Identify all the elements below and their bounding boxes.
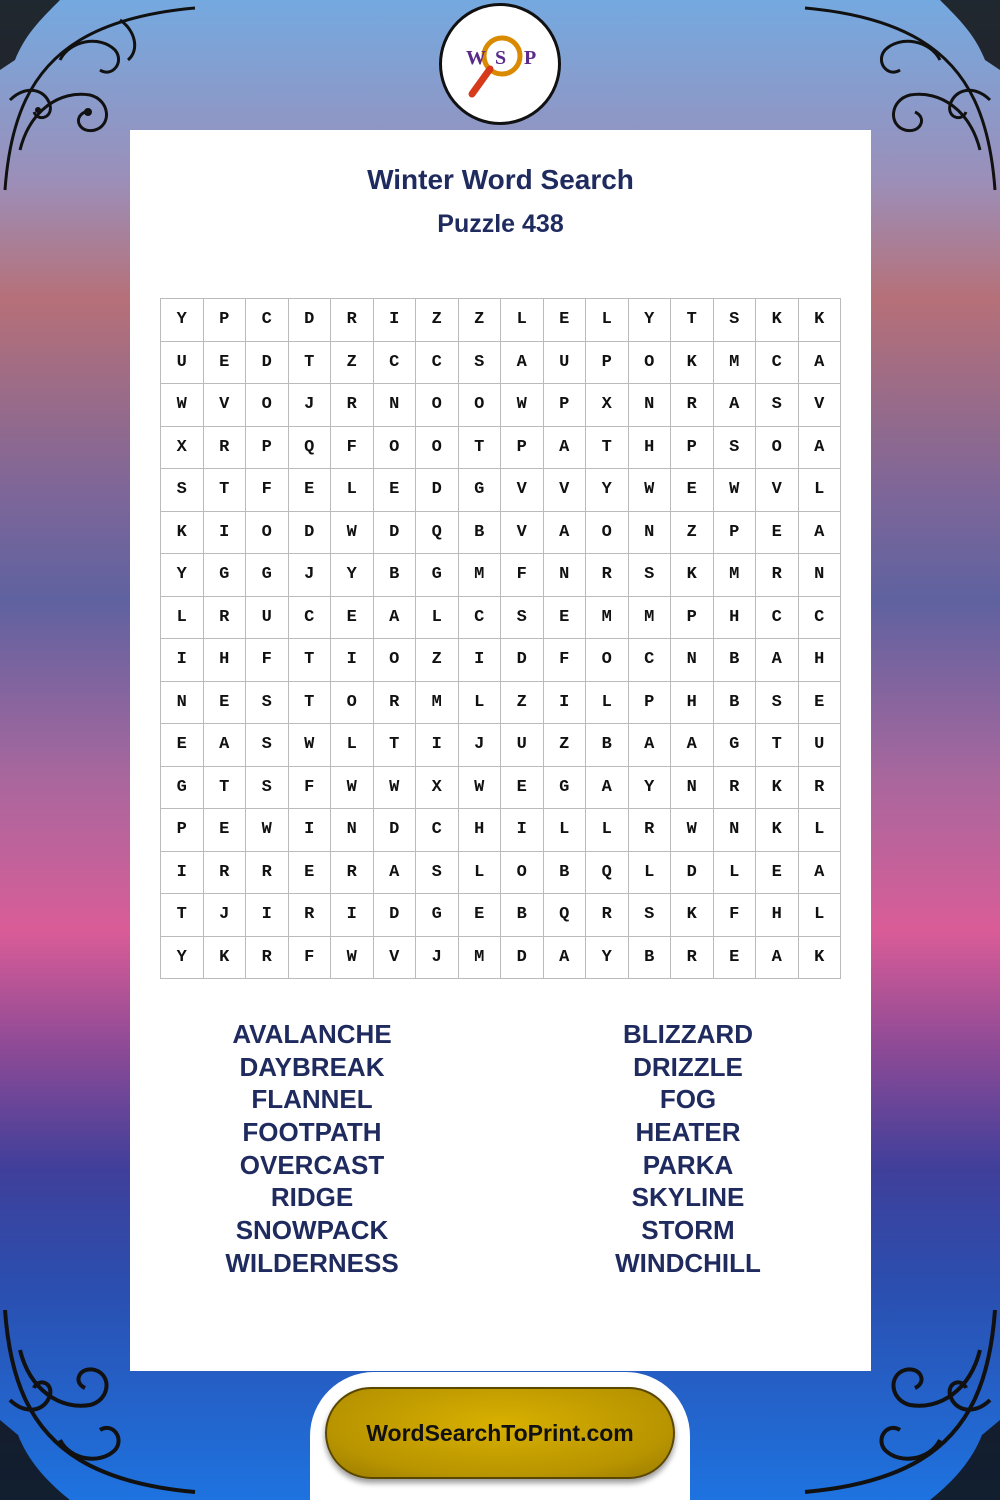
grid-cell[interactable]: S <box>246 724 289 767</box>
grid-cell[interactable]: H <box>799 639 842 682</box>
grid-cell[interactable]: V <box>799 384 842 427</box>
grid-cell[interactable]: O <box>586 512 629 555</box>
grid-cell[interactable]: P <box>671 597 714 640</box>
grid-cell[interactable]: L <box>799 469 842 512</box>
grid-cell[interactable]: I <box>246 894 289 937</box>
grid-cell[interactable]: T <box>459 427 502 470</box>
grid-cell[interactable]: S <box>714 299 757 342</box>
grid-cell[interactable]: W <box>374 767 417 810</box>
grid-cell[interactable]: F <box>501 554 544 597</box>
grid-cell[interactable]: P <box>204 299 247 342</box>
grid-cell[interactable]: W <box>161 384 204 427</box>
grid-cell[interactable]: O <box>374 639 417 682</box>
grid-cell[interactable]: U <box>501 724 544 767</box>
grid-cell[interactable]: L <box>629 852 672 895</box>
grid-cell[interactable]: R <box>586 554 629 597</box>
grid-cell[interactable]: K <box>799 937 842 980</box>
grid-cell[interactable]: S <box>161 469 204 512</box>
grid-cell[interactable]: M <box>714 554 757 597</box>
grid-cell[interactable]: Y <box>161 554 204 597</box>
grid-cell[interactable]: W <box>671 809 714 852</box>
website-link-button[interactable]: WordSearchToPrint.com <box>325 1387 675 1479</box>
grid-cell[interactable]: E <box>714 937 757 980</box>
grid-cell[interactable]: F <box>289 937 332 980</box>
grid-cell[interactable]: A <box>374 597 417 640</box>
grid-cell[interactable]: Z <box>416 299 459 342</box>
grid-cell[interactable]: V <box>204 384 247 427</box>
grid-cell[interactable]: O <box>331 682 374 725</box>
grid-cell[interactable]: C <box>629 639 672 682</box>
grid-cell[interactable]: D <box>501 937 544 980</box>
grid-cell[interactable]: K <box>799 299 842 342</box>
grid-cell[interactable]: W <box>459 767 502 810</box>
grid-cell[interactable]: I <box>289 809 332 852</box>
grid-cell[interactable]: I <box>331 639 374 682</box>
grid-cell[interactable]: A <box>544 427 587 470</box>
grid-cell[interactable]: E <box>331 597 374 640</box>
grid-cell[interactable]: W <box>331 937 374 980</box>
grid-cell[interactable]: Y <box>161 299 204 342</box>
grid-cell[interactable]: D <box>246 342 289 385</box>
grid-cell[interactable]: V <box>501 512 544 555</box>
grid-cell[interactable]: L <box>586 809 629 852</box>
grid-cell[interactable]: B <box>459 512 502 555</box>
grid-cell[interactable]: V <box>374 937 417 980</box>
grid-cell[interactable]: A <box>374 852 417 895</box>
grid-cell[interactable]: Q <box>586 852 629 895</box>
grid-cell[interactable]: W <box>289 724 332 767</box>
grid-cell[interactable]: C <box>289 597 332 640</box>
grid-cell[interactable]: R <box>629 809 672 852</box>
grid-cell[interactable]: C <box>416 342 459 385</box>
word-item: DAYBREAK <box>239 1051 385 1082</box>
word-item: AVALANCHE <box>232 1019 392 1049</box>
logo-letter-w: W <box>466 47 486 69</box>
grid-cell[interactable]: K <box>756 299 799 342</box>
grid-cell[interactable]: O <box>501 852 544 895</box>
grid-cell[interactable]: H <box>204 639 247 682</box>
grid-cell[interactable]: Q <box>544 894 587 937</box>
word-item: FOOTPATH <box>242 1117 382 1148</box>
grid-cell[interactable]: I <box>459 639 502 682</box>
grid-cell[interactable]: S <box>246 682 289 725</box>
grid-cell[interactable]: R <box>331 384 374 427</box>
grid-cell[interactable]: X <box>586 384 629 427</box>
grid-cell[interactable]: S <box>756 682 799 725</box>
grid-cell[interactable]: C <box>459 597 502 640</box>
word-item: FOG <box>659 1084 717 1115</box>
word-item: FLANNEL <box>251 1084 373 1115</box>
grid-cell[interactable]: D <box>289 299 332 342</box>
grid-cell[interactable]: S <box>459 342 502 385</box>
grid-cell[interactable]: W <box>629 469 672 512</box>
grid-cell[interactable]: L <box>586 682 629 725</box>
grid-cell[interactable]: R <box>714 767 757 810</box>
grid-cell[interactable]: T <box>756 724 799 767</box>
word-item: PARKA <box>642 1149 734 1180</box>
grid-cell[interactable]: L <box>331 469 374 512</box>
grid-cell[interactable]: E <box>289 469 332 512</box>
grid-cell[interactable]: J <box>459 724 502 767</box>
grid-cell[interactable]: R <box>671 384 714 427</box>
grid-cell[interactable]: N <box>374 384 417 427</box>
grid-cell[interactable]: P <box>501 427 544 470</box>
grid-cell[interactable]: L <box>331 724 374 767</box>
grid-cell[interactable]: P <box>246 427 289 470</box>
grid-cell[interactable]: J <box>204 894 247 937</box>
grid-cell[interactable]: T <box>161 894 204 937</box>
grid-cell[interactable]: T <box>204 469 247 512</box>
grid-cell[interactable]: L <box>459 852 502 895</box>
grid-cell[interactable]: R <box>756 554 799 597</box>
grid-cell[interactable]: E <box>204 682 247 725</box>
grid-cell[interactable]: D <box>289 512 332 555</box>
grid-cell[interactable]: E <box>671 469 714 512</box>
grid-cell[interactable]: W <box>246 809 289 852</box>
grid-cell[interactable]: N <box>671 639 714 682</box>
grid-cell[interactable]: T <box>374 724 417 767</box>
grid-cell[interactable]: E <box>544 299 587 342</box>
grid-cell[interactable]: O <box>756 427 799 470</box>
grid-cell[interactable]: B <box>714 639 757 682</box>
grid-cell[interactable]: E <box>799 682 842 725</box>
grid-cell[interactable]: I <box>501 809 544 852</box>
grid-cell[interactable]: O <box>246 512 289 555</box>
puzzle-panel <box>130 130 871 1371</box>
grid-cell[interactable]: R <box>289 894 332 937</box>
grid-cell[interactable]: A <box>799 427 842 470</box>
grid-cell[interactable]: E <box>204 342 247 385</box>
grid-cell[interactable]: T <box>289 639 332 682</box>
grid-cell[interactable]: F <box>246 639 289 682</box>
grid-cell[interactable]: B <box>629 937 672 980</box>
grid-cell[interactable]: F <box>246 469 289 512</box>
grid-cell[interactable]: L <box>799 894 842 937</box>
grid-cell[interactable]: G <box>459 469 502 512</box>
grid-cell[interactable]: D <box>374 894 417 937</box>
grid-cell[interactable]: F <box>544 639 587 682</box>
grid-cell[interactable]: C <box>246 299 289 342</box>
grid-cell[interactable]: R <box>246 852 289 895</box>
word-item: HEATER <box>635 1117 741 1148</box>
word-list-right-column <box>538 1018 838 1280</box>
grid-cell[interactable]: Y <box>629 767 672 810</box>
grid-cell[interactable]: T <box>204 767 247 810</box>
grid-cell[interactable]: Y <box>161 937 204 980</box>
grid-cell[interactable]: D <box>374 809 417 852</box>
word-item: SNOWPACK <box>235 1215 389 1246</box>
grid-cell[interactable]: M <box>459 554 502 597</box>
word-list-left-column <box>162 1018 462 1280</box>
grid-cell[interactable]: H <box>756 894 799 937</box>
magnifier-logo-icon <box>450 14 550 114</box>
grid-cell[interactable]: C <box>374 342 417 385</box>
grid-cell[interactable]: D <box>416 469 459 512</box>
grid-cell[interactable]: F <box>331 427 374 470</box>
logo-letter-p: P <box>524 47 537 69</box>
grid-cell[interactable]: S <box>756 384 799 427</box>
grid-cell[interactable]: I <box>161 852 204 895</box>
word-item: WILDERNESS <box>225 1247 399 1278</box>
grid-cell[interactable]: D <box>501 639 544 682</box>
grid-cell[interactable]: X <box>161 427 204 470</box>
grid-cell[interactable]: E <box>204 809 247 852</box>
grid-cell[interactable]: O <box>459 384 502 427</box>
grid-cell[interactable]: R <box>246 937 289 980</box>
grid-cell[interactable]: M <box>629 597 672 640</box>
grid-cell[interactable]: L <box>459 682 502 725</box>
grid-cell[interactable]: Y <box>586 469 629 512</box>
grid-cell[interactable]: C <box>799 597 842 640</box>
grid-cell[interactable]: E <box>544 597 587 640</box>
grid-cell[interactable]: D <box>671 852 714 895</box>
grid-cell[interactable]: R <box>331 299 374 342</box>
grid-cell[interactable]: R <box>331 852 374 895</box>
grid-cell[interactable]: S <box>246 767 289 810</box>
grid-cell[interactable]: E <box>459 894 502 937</box>
grid-cell[interactable]: E <box>501 767 544 810</box>
grid-cell[interactable]: L <box>714 852 757 895</box>
word-item: RIDGE <box>270 1182 354 1213</box>
grid-cell[interactable]: G <box>714 724 757 767</box>
grid-cell[interactable]: F <box>289 767 332 810</box>
grid-cell[interactable]: A <box>756 639 799 682</box>
grid-cell[interactable]: A <box>799 342 842 385</box>
grid-cell[interactable]: W <box>714 469 757 512</box>
grid-cell[interactable]: S <box>714 427 757 470</box>
word-item: WINDCHILL <box>615 1247 761 1278</box>
grid-cell[interactable]: A <box>799 512 842 555</box>
grid-cell[interactable]: Z <box>331 342 374 385</box>
grid-cell[interactable]: K <box>671 554 714 597</box>
grid-cell[interactable]: P <box>671 427 714 470</box>
grid-cell[interactable]: I <box>161 639 204 682</box>
grid-cell[interactable]: H <box>671 682 714 725</box>
grid-cell[interactable]: S <box>501 597 544 640</box>
grid-cell[interactable]: R <box>586 894 629 937</box>
grid-cell[interactable]: G <box>544 767 587 810</box>
grid-cell[interactable]: A <box>544 937 587 980</box>
letter-grid <box>160 298 841 979</box>
grid-cell[interactable]: G <box>246 554 289 597</box>
grid-cell[interactable]: G <box>161 767 204 810</box>
grid-cell[interactable]: M <box>416 682 459 725</box>
grid-cell[interactable]: M <box>459 937 502 980</box>
grid-cell[interactable]: E <box>756 852 799 895</box>
grid-cell[interactable]: U <box>161 342 204 385</box>
grid-cell[interactable]: A <box>714 384 757 427</box>
grid-cell[interactable]: B <box>586 724 629 767</box>
grid-cell[interactable]: J <box>289 554 332 597</box>
grid-cell[interactable]: V <box>756 469 799 512</box>
grid-cell[interactable]: J <box>289 384 332 427</box>
grid-cell[interactable]: G <box>204 554 247 597</box>
grid-cell[interactable]: L <box>161 597 204 640</box>
grid-cell[interactable]: Y <box>629 299 672 342</box>
word-item: OVERCAST <box>239 1149 385 1180</box>
grid-cell[interactable]: L <box>501 299 544 342</box>
grid-cell[interactable]: K <box>756 767 799 810</box>
grid-cell[interactable]: Z <box>416 639 459 682</box>
grid-cell[interactable]: T <box>586 427 629 470</box>
grid-cell[interactable]: U <box>799 724 842 767</box>
grid-cell[interactable]: X <box>416 767 459 810</box>
grid-cell[interactable]: I <box>374 299 417 342</box>
grid-cell[interactable]: R <box>671 937 714 980</box>
grid-cell[interactable]: S <box>629 894 672 937</box>
word-item: STORM <box>641 1215 735 1246</box>
puzzle-number: Puzzle 438 <box>437 210 564 238</box>
grid-cell[interactable]: K <box>671 894 714 937</box>
grid-cell[interactable]: P <box>629 682 672 725</box>
grid-cell[interactable]: P <box>161 809 204 852</box>
wsp-logo[interactable] <box>439 3 561 125</box>
grid-cell[interactable]: H <box>459 809 502 852</box>
grid-cell[interactable]: P <box>586 342 629 385</box>
grid-cell[interactable]: O <box>416 427 459 470</box>
grid-cell[interactable]: R <box>799 767 842 810</box>
grid-cell[interactable]: G <box>416 894 459 937</box>
grid-cell[interactable]: R <box>204 597 247 640</box>
grid-cell[interactable]: A <box>586 767 629 810</box>
grid-cell[interactable]: P <box>544 384 587 427</box>
grid-cell[interactable]: W <box>331 512 374 555</box>
grid-cell[interactable]: C <box>416 809 459 852</box>
word-item: BLIZZARD <box>623 1019 753 1049</box>
grid-cell[interactable]: U <box>544 342 587 385</box>
grid-cell[interactable]: Q <box>289 427 332 470</box>
grid-cell[interactable]: N <box>161 682 204 725</box>
word-item: DRIZZLE <box>633 1051 743 1082</box>
grid-cell[interactable]: T <box>289 342 332 385</box>
grid-cell[interactable]: A <box>671 724 714 767</box>
grid-cell[interactable]: H <box>714 597 757 640</box>
grid-cell[interactable]: N <box>629 384 672 427</box>
grid-cell[interactable]: P <box>714 512 757 555</box>
grid-cell[interactable]: D <box>374 512 417 555</box>
grid-cell[interactable]: I <box>204 512 247 555</box>
grid-cell[interactable]: N <box>714 809 757 852</box>
word-item: SKYLINE <box>631 1182 745 1213</box>
grid-cell[interactable]: B <box>374 554 417 597</box>
grid-cell[interactable]: N <box>629 512 672 555</box>
grid-cell[interactable]: Z <box>544 724 587 767</box>
grid-cell[interactable]: K <box>671 342 714 385</box>
grid-cell[interactable]: B <box>544 852 587 895</box>
grid-cell[interactable]: Z <box>671 512 714 555</box>
grid-cell[interactable]: Q <box>416 512 459 555</box>
grid-cell[interactable]: G <box>416 554 459 597</box>
grid-cell[interactable]: L <box>586 299 629 342</box>
grid-cell[interactable]: Y <box>331 554 374 597</box>
grid-cell[interactable]: O <box>416 384 459 427</box>
grid-cell[interactable]: N <box>331 809 374 852</box>
grid-cell[interactable]: J <box>416 937 459 980</box>
grid-cell[interactable]: B <box>501 894 544 937</box>
grid-cell[interactable]: O <box>246 384 289 427</box>
grid-cell[interactable]: A <box>544 512 587 555</box>
grid-cell[interactable]: W <box>501 384 544 427</box>
grid-cell[interactable]: K <box>161 512 204 555</box>
grid-cell[interactable]: E <box>374 469 417 512</box>
grid-cell[interactable]: C <box>756 342 799 385</box>
grid-cell[interactable]: S <box>416 852 459 895</box>
grid-cell[interactable]: I <box>416 724 459 767</box>
grid-cell[interactable]: A <box>204 724 247 767</box>
grid-cell[interactable]: A <box>799 852 842 895</box>
grid-cell[interactable]: V <box>501 469 544 512</box>
grid-cell[interactable]: N <box>671 767 714 810</box>
grid-cell[interactable]: E <box>161 724 204 767</box>
grid-cell[interactable]: C <box>756 597 799 640</box>
grid-cell[interactable]: R <box>204 427 247 470</box>
grid-cell[interactable]: E <box>289 852 332 895</box>
grid-cell[interactable]: R <box>374 682 417 725</box>
grid-cell[interactable]: Y <box>586 937 629 980</box>
grid-cell[interactable]: T <box>289 682 332 725</box>
grid-cell[interactable]: N <box>544 554 587 597</box>
grid-cell[interactable]: O <box>374 427 417 470</box>
grid-cell[interactable]: B <box>714 682 757 725</box>
grid-cell[interactable]: S <box>629 554 672 597</box>
grid-cell[interactable]: Z <box>501 682 544 725</box>
grid-cell[interactable]: O <box>586 639 629 682</box>
grid-cell[interactable]: E <box>756 512 799 555</box>
grid-cell[interactable]: U <box>246 597 289 640</box>
grid-cell[interactable]: I <box>544 682 587 725</box>
grid-cell[interactable]: A <box>756 937 799 980</box>
grid-cell[interactable]: O <box>629 342 672 385</box>
grid-cell[interactable]: F <box>714 894 757 937</box>
grid-cell[interactable]: M <box>586 597 629 640</box>
grid-cell[interactable]: H <box>629 427 672 470</box>
grid-cell[interactable]: R <box>204 852 247 895</box>
grid-cell[interactable]: L <box>544 809 587 852</box>
grid-cell[interactable]: N <box>799 554 842 597</box>
grid-cell[interactable]: T <box>671 299 714 342</box>
grid-cell[interactable]: K <box>204 937 247 980</box>
grid-cell[interactable]: V <box>544 469 587 512</box>
grid-cell[interactable]: K <box>756 809 799 852</box>
grid-cell[interactable]: M <box>714 342 757 385</box>
grid-cell[interactable]: W <box>331 767 374 810</box>
grid-cell[interactable]: Z <box>459 299 502 342</box>
page-title: Winter Word Search <box>367 164 634 195</box>
grid-cell[interactable]: A <box>501 342 544 385</box>
grid-cell[interactable]: A <box>629 724 672 767</box>
grid-cell[interactable]: L <box>416 597 459 640</box>
grid-cell[interactable]: I <box>331 894 374 937</box>
grid-cell[interactable]: L <box>799 809 842 852</box>
logo-letter-s: S <box>495 47 507 69</box>
